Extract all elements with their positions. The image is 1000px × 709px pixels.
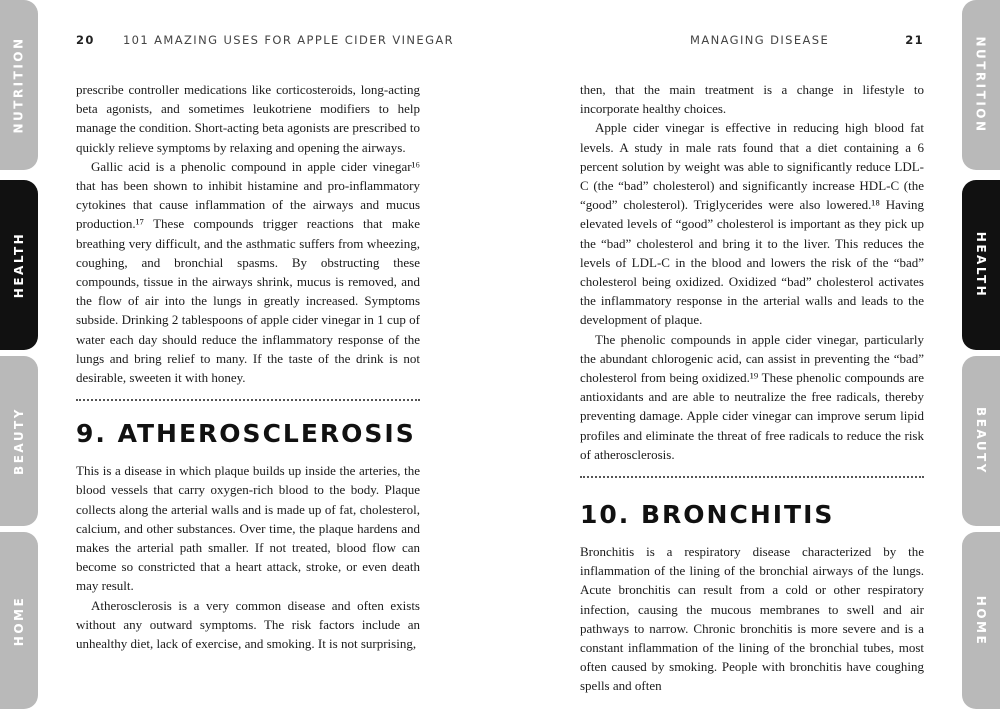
tab-label: BEAUTY	[12, 407, 27, 475]
page-number-right: 21	[905, 33, 924, 47]
paragraph: then, that the main treatment is a change in lifestyle to incorporate healthy choices.	[580, 82, 924, 117]
section-heading: 10. BRONCHITIS	[580, 500, 835, 530]
paragraph: Apple cider vinegar is effective in reducing high blood fat levels. A study in male rats found that a diet containing a 6 percent solution by weight was able to significantly reduce LDL-C (the “bad” cholesterol) and significantly increase HDL-C (the “good” cholesterol). Triglycerides were also lowered.¹⁸ Having elevated levels of “good” cholesterol is important as they pick up the “bad” cholesterol and bring it to the liver. This reduces the levels of LDL-C in the blood and lowers the risk of the “bad” cholesterol being oxidized. Oxidized “bad” cholesterol activates the inflammatory response in the arterial walls and leads to the development of plaque.	[580, 120, 924, 328]
right-running-head	[690, 33, 924, 47]
right-section-tabs	[962, 0, 1000, 709]
tab-label: HEALTH	[12, 231, 27, 299]
tab-label: HEALTH	[974, 231, 989, 299]
paragraph: Atherosclerosis is a very common disease and often exists without any outward symptoms. The risk factors include an unhealthy diet, lack of exercise, and smoking. It is not surprising,	[76, 597, 420, 652]
tab-home-left[interactable]	[0, 532, 38, 709]
tab-home-right[interactable]	[962, 532, 1000, 709]
paragraph: Gallic acid is a phenolic compound in apple cider vinegar¹⁶ that has been shown to inhibit histamine and pro-inflammatory cytokines that cause inflammation of the airways and mucus production.¹⁷ These compounds trigger reactions that make breathing very difficult, and the asthmatic suffers from wheezing, coughing, and bronchial spasms. By obstructing these compounds, tissue in the airways shrink, mucus is removed, and the flow of air into the lungs in greatly increased. Symptoms subside. Drinking 2 tablespoons of apple cider vinegar in 1 cup of water each day should reduce the inflammatory response of the lungs and bring relief to many. If the taste of the drink is not desirable, sweeten it with honey.	[76, 158, 420, 386]
tab-label: NUTRITION	[12, 36, 27, 134]
paragraph: This is a disease in which plaque builds up inside the arteries, the blood vessels that carry oxygen-rich blood to the body. Plaque collects along the arterial walls and is made up of fat, cholesterol, calcium, and other substances. Over time, the plaque hardens and makes the arterial path smaller. If not treated, blood flow can become so constricted that a heart attack, stroke, or even death may result.	[76, 463, 420, 594]
tab-label: BEAUTY	[974, 407, 989, 475]
tab-nutrition-left[interactable]	[0, 0, 38, 170]
left-section-tabs	[0, 0, 38, 709]
tab-label: HOME	[12, 595, 27, 646]
tab-label: HOME	[974, 595, 989, 646]
tab-health-left[interactable]	[0, 180, 38, 350]
chapter-title: MANAGING DISEASE	[690, 33, 830, 47]
book-title: 101 AMAZING USES FOR APPLE CIDER VINEGAR	[122, 33, 455, 47]
tab-beauty-right[interactable]	[962, 356, 1000, 526]
tab-health-right[interactable]	[962, 180, 1000, 350]
paragraph: Bronchitis is a respiratory disease characterized by the inflammation of the lining of the bronchial airways of the lungs. Acute bronchitis can result from a cold or other respiratory infection, causing the mucous membranes to swell and air pathways to narrow. Chronic bronchitis is more severe and is a constant inflammation of the lining of the bronchial tubes, most often caused by smoking. People with bronchitis have coughing spells and often	[580, 544, 924, 694]
left-running-head	[76, 33, 454, 47]
section-heading: 9. ATHEROSCLEROSIS	[76, 419, 416, 449]
tab-label: NUTRITION	[974, 36, 989, 134]
left-page-body	[76, 80, 420, 653]
section-divider	[76, 399, 420, 401]
page-number-left: 20	[76, 33, 95, 47]
section-divider	[580, 476, 924, 478]
right-page-body	[580, 80, 924, 696]
tab-nutrition-right[interactable]	[962, 0, 1000, 170]
paragraph: The phenolic compounds in apple cider vinegar, particularly the abundant chlorogenic acid, can assist in preventing the “bad” cholesterol from being oxidized.¹⁹ These phenolic compounds are antioxidants and are able to neutralize the free radicals, thereby preventing damage. Apple cider vinegar can improve serum lipid profiles and eliminate the threat of free radicals to reduce the risk of atherosclerosis.	[580, 331, 924, 462]
tab-beauty-left[interactable]	[0, 356, 38, 526]
paragraph: prescribe controller medications like corticosteroids, long-acting beta agonists, and sometimes leukotriene modifiers to help manage the condition. Short-acting beta agonists are prescribed to quickly relieve symptoms by relaxing and opening the airways.	[76, 82, 420, 155]
